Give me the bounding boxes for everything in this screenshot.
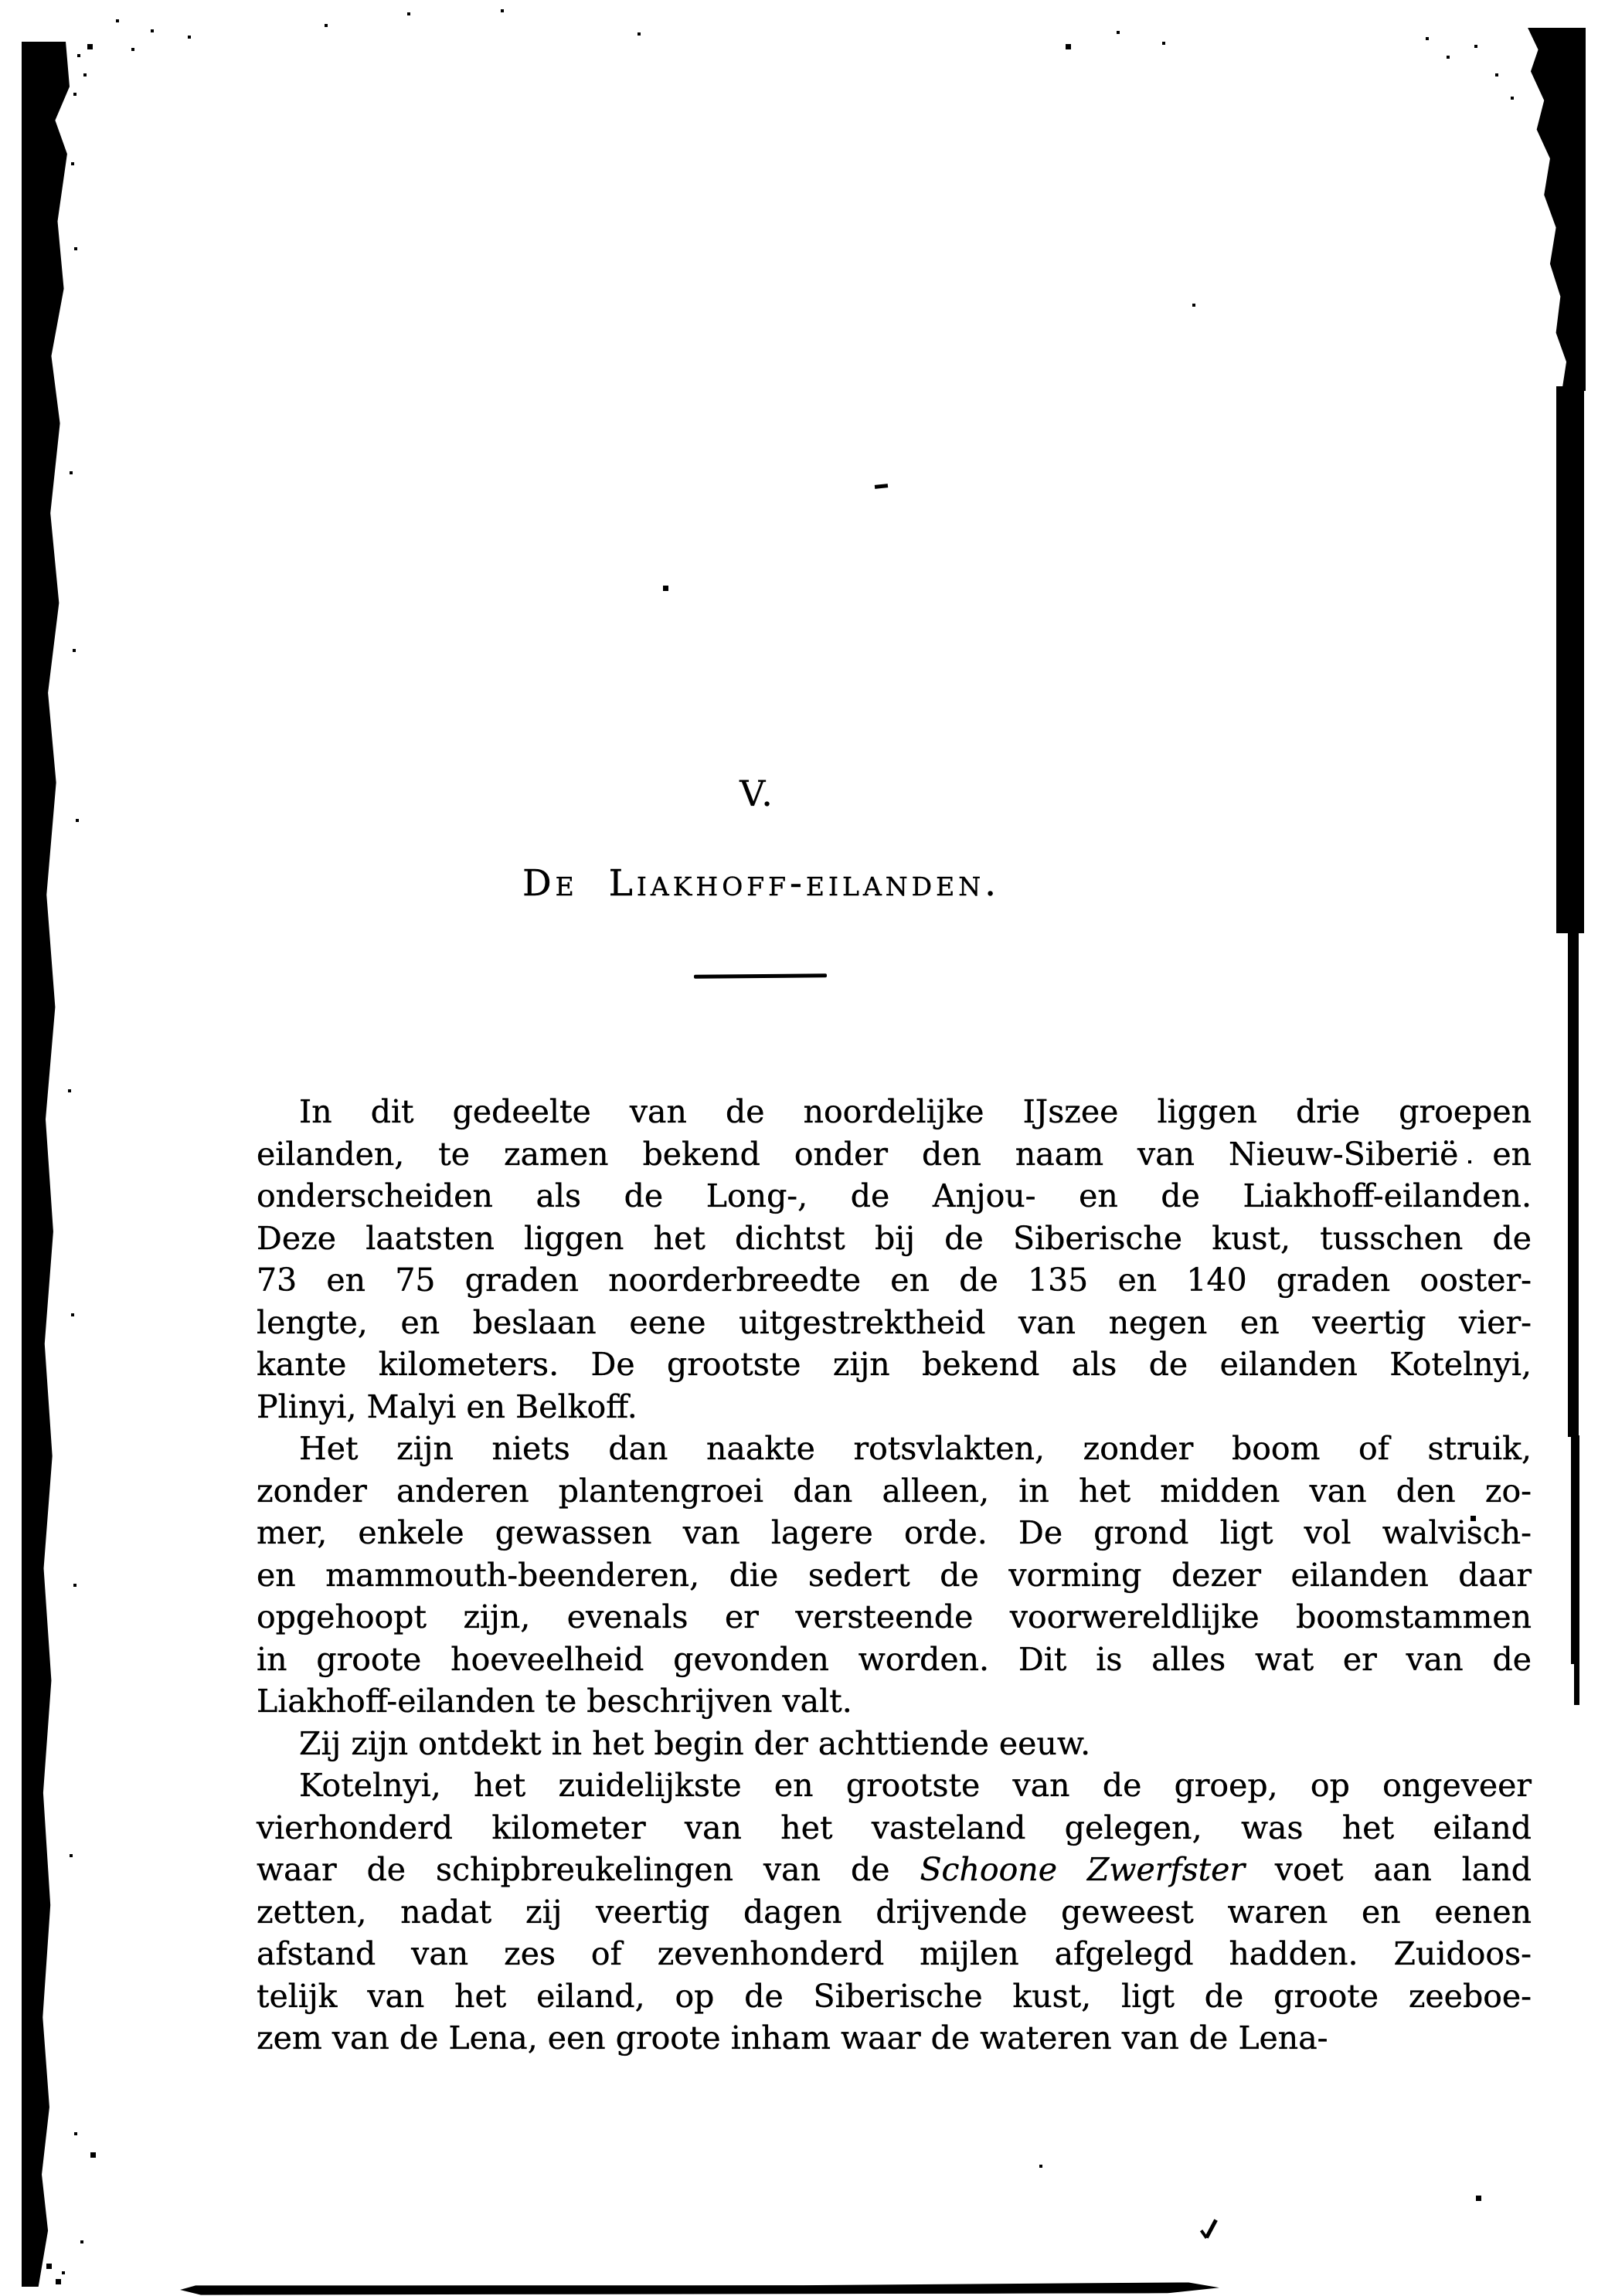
chapter-title: De Liakhoff-eilanden. [522, 862, 1001, 905]
body-text-segment: Kotelnyi, het zuidelijkste en grootste van de groep, op ongeveer [299, 1767, 1532, 1804]
body-line [257, 1343, 1532, 1386]
body-text-segment: Liakhoff-eilanden te beschrijven valt. [257, 1683, 852, 1720]
scan-artifact-right-edge-line [1571, 1435, 1579, 1664]
body-line [257, 1512, 1532, 1554]
body-text-segment: Plinyi, Malyi en Belkoff. [257, 1387, 638, 1425]
chapter-number: V. [740, 773, 775, 814]
body-line [257, 1259, 1532, 1302]
body-text-segment: eilanden, te zamen bekend onder den naam van Nieuw-Siberië en [257, 1135, 1532, 1173]
body-text-segment: onderscheiden als de Long-, de Anjou- en de Liakhoff-eilanden. [257, 1177, 1532, 1214]
body-line [257, 1807, 1532, 1849]
body-line [257, 1975, 1532, 2018]
body-text-segment: Het zijn niets dan naakte rotsvlakten, zonder boom of struik, [299, 1430, 1532, 1467]
body-text-segment: waar de schipbreukelingen van de [257, 1851, 920, 1888]
book-title-italic: Schoone Zwerfster [920, 1851, 1245, 1888]
body-line [257, 1764, 1532, 1807]
body-text-segment: In dit gedeelte van de noordelijke IJszee liggen drie groepen [299, 1093, 1532, 1130]
body-text-segment: opgehoopt zijn, evenals er versteende voorwereldlijke boomstammen [257, 1598, 1532, 1635]
body-text-segment: zem van de Lena, een groote inham waar de wateren van de Lena- [257, 2019, 1328, 2057]
body-line [257, 1680, 1532, 1723]
scan-artifact-ink-dash [875, 484, 888, 489]
body-text-segment: zonder anderen plantengroei dan alleen, in het midden van den zo- [257, 1472, 1532, 1510]
body-text-segment: Deze laatsten liggen het dichtst bij de Siberische kust, tusschen de [257, 1219, 1532, 1257]
body-line [257, 1428, 1532, 1470]
scan-artifact-right-edge-line [1568, 931, 1579, 1437]
body-text [257, 1091, 1532, 2060]
scan-artifact-bottom-bar [180, 2282, 1219, 2296]
body-line [257, 1849, 1532, 1891]
body-text-segment: kante kilometers. De grootste zijn bekend als de eilanden Kotelnyi, [257, 1346, 1532, 1383]
body-text-segment: Zij zijn ontdekt in het begin der achttiende eeuw. [299, 1724, 1091, 1762]
scan-artifact-right-edge-wedge [1511, 28, 1586, 391]
body-line [257, 1175, 1532, 1218]
body-line [257, 1596, 1532, 1639]
body-text-segment: vierhonderd kilometer van het vasteland gelegen, was het eiland [257, 1809, 1532, 1846]
heading-divider-rule [694, 973, 827, 979]
body-line [257, 1891, 1532, 1934]
body-line [257, 1218, 1532, 1260]
body-text-segment: voet aan land [1244, 1851, 1532, 1888]
body-text-segment: telijk van het eiland, op de Siberische kust, ligt de groote zeeboe- [257, 1977, 1532, 2015]
body-line [257, 2017, 1532, 2060]
scan-artifact-speckles [0, 0, 5, 5]
body-text-segment: mer, enkele gewassen van lagere orde. De grond ligt vol walvisch- [257, 1514, 1532, 1551]
body-line [257, 1933, 1532, 1975]
body-text-segment: zetten, nadat zij veertig dagen drijvende geweest waren en eenen [257, 1893, 1532, 1931]
body-line [257, 1386, 1532, 1428]
body-text-segment: lengte, en beslaan eene uitgestrektheid van negen en veertig vier- [257, 1303, 1532, 1341]
scan-artifact-right-edge-line [1574, 1663, 1579, 1705]
body-text-segment: en mammouth-beenderen, die sedert de vorming dezer eilanden daar [257, 1556, 1532, 1594]
body-text-segment: afstand van zes of zevenhonderd mijlen afgelegd hadden. Zuidoos- [257, 1935, 1532, 1972]
body-line [257, 1554, 1532, 1597]
body-line [257, 1639, 1532, 1681]
body-line [257, 1470, 1532, 1513]
body-line [257, 1091, 1532, 1133]
body-text-segment: in groote hoeveelheid gevonden worden. Dit is alles wat er van de [257, 1640, 1532, 1678]
body-text-segment: 73 en 75 graden noorderbreedte en de 135 en 140 graden ooster- [257, 1262, 1532, 1299]
body-line [257, 1723, 1532, 1765]
scan-artifact-right-edge-band [1556, 386, 1584, 933]
body-line [257, 1133, 1532, 1176]
scan-artifact-left-gutter-band [22, 42, 70, 2287]
body-line [257, 1302, 1532, 1344]
